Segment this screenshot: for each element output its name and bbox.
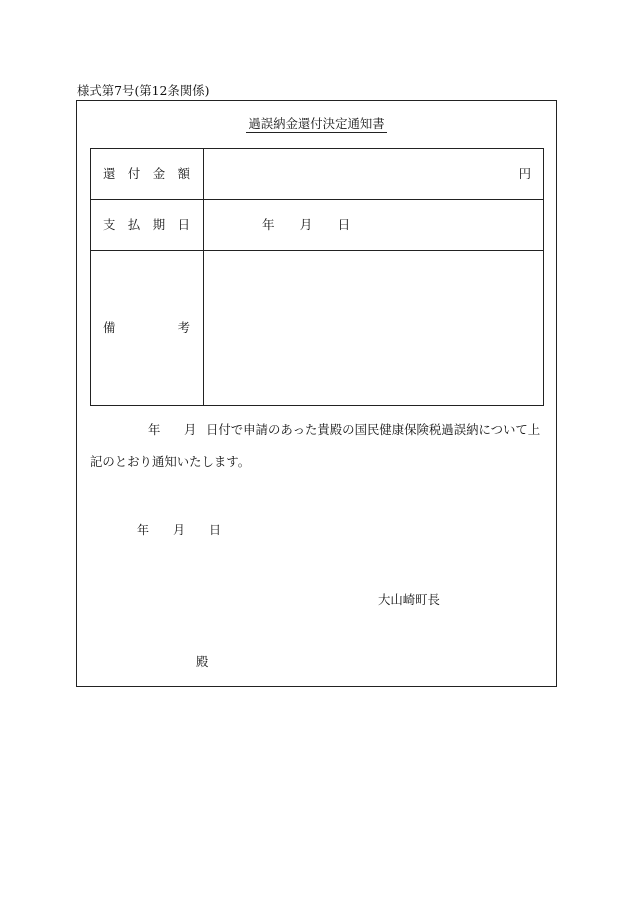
- notice-year-label: 年: [148, 422, 161, 437]
- addressee-suffix: 殿: [196, 654, 209, 669]
- document-title: 過誤納金還付決定通知書: [248, 116, 385, 131]
- notice-month-label: 月: [184, 422, 197, 437]
- yen-unit: 円: [518, 166, 531, 181]
- notice-line-1: 日付で申請のあった貴殿の国民健康保険税過誤納について上: [206, 422, 541, 437]
- payment-date-value-cell: [204, 200, 543, 251]
- refund-amount-label: 還付金額: [103, 166, 190, 181]
- form-number: 様式第7号(第12条関係): [77, 83, 210, 98]
- title-block: [76, 117, 557, 133]
- refund-amount-label-cell: [91, 149, 204, 200]
- payment-date-label-cell: [91, 200, 204, 251]
- issuer-name: 大山崎町長: [378, 592, 440, 607]
- notice-line-2: 記のとおり通知いたします。: [90, 454, 251, 469]
- refund-table: [90, 148, 544, 406]
- remarks-label: 備考: [103, 320, 190, 335]
- refund-amount-value-cell: [204, 149, 543, 200]
- payment-date-label: 支払期日: [103, 217, 190, 232]
- payment-date-value: 年 月 日: [262, 217, 351, 232]
- issue-date: 年 月 日: [137, 523, 222, 537]
- remarks-value-cell: [204, 251, 543, 405]
- remarks-label-cell: [91, 251, 204, 405]
